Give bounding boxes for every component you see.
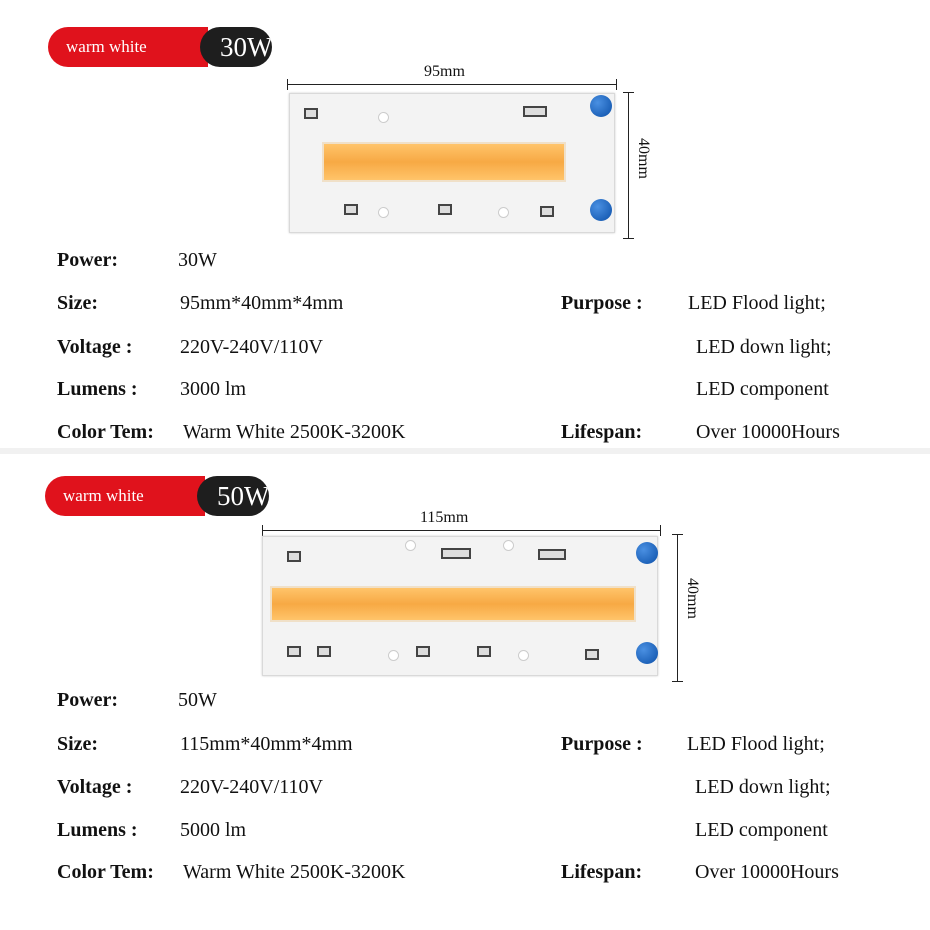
voltage-value: 220V-240V/110V: [180, 776, 323, 798]
smd-pad: [540, 206, 554, 217]
badge-color-label: warm white: [48, 27, 208, 67]
smd-pad: [438, 204, 452, 215]
wattage-badge: [48, 27, 272, 67]
size-value: 95mm*40mm*4mm: [180, 292, 344, 314]
lumens-value: 3000 lm: [180, 378, 247, 400]
power-label: Power:: [57, 249, 119, 271]
width-dimension-label: 115mm: [420, 509, 469, 526]
mount-hole: [378, 207, 389, 218]
width-dimension-tick: [616, 79, 617, 90]
smd-pad: [317, 646, 331, 657]
size-label: Size:: [57, 292, 99, 314]
color-temp-value: Warm White 2500K-3200K: [183, 421, 406, 443]
size-label: Size:: [57, 733, 99, 755]
resistor: [538, 549, 566, 560]
purpose-label: Purpose :: [561, 733, 643, 755]
power-value: 30W: [178, 249, 217, 271]
capacitor: [590, 95, 612, 117]
resistor: [523, 106, 547, 117]
smd-pad: [477, 646, 491, 657]
led-chip-array: [270, 586, 636, 622]
spec-power: [57, 249, 118, 272]
voltage-value: 220V-240V/110V: [180, 336, 323, 358]
spec-section-50w: [0, 450, 930, 900]
purpose-item-2: LED down light;: [696, 336, 832, 358]
mount-hole: [503, 540, 514, 551]
color-temp-value: Warm White 2500K-3200K: [183, 861, 406, 883]
lumens-value: 5000 lm: [180, 819, 247, 841]
height-dimension-label: 40mm: [684, 578, 701, 619]
badge-watt-label: 30W: [200, 27, 272, 67]
lifespan-label: Lifespan:: [561, 861, 643, 883]
voltage-label: Voltage :: [57, 336, 133, 358]
lumens-label: Lumens :: [57, 378, 138, 400]
bridge-rectifier: [441, 548, 471, 559]
lifespan-value: Over 10000Hours: [696, 421, 840, 443]
height-dimension-tick: [672, 534, 683, 535]
height-dimension-tick: [623, 238, 634, 239]
purpose-label: Purpose :: [561, 292, 643, 314]
smd-pad: [287, 646, 301, 657]
power-label: Power:: [57, 689, 119, 711]
led-chip-array: [322, 142, 566, 182]
badge-watt-label: 50W: [197, 476, 269, 516]
lifespan-value: Over 10000Hours: [695, 861, 839, 883]
width-dimension-line: [262, 530, 661, 531]
capacitor: [636, 542, 658, 564]
mount-hole: [378, 112, 389, 123]
smd-pad: [344, 204, 358, 215]
purpose-item-1: LED Flood light;: [687, 733, 825, 755]
height-dimension-line: [677, 534, 678, 682]
badge-color-label: warm white: [45, 476, 205, 516]
width-dimension-tick: [660, 525, 661, 536]
purpose-item-2: LED down light;: [695, 776, 831, 798]
smd-pad: [416, 646, 430, 657]
lifespan-label: Lifespan:: [561, 421, 643, 443]
smd-pad: [304, 108, 318, 119]
mount-hole: [405, 540, 416, 551]
size-value: 115mm*40mm*4mm: [180, 733, 353, 755]
power-value: 50W: [178, 689, 217, 711]
width-dimension-tick: [287, 79, 288, 90]
width-dimension-label: 95mm: [424, 63, 465, 80]
color-temp-label: Color Tem:: [57, 421, 154, 443]
spec-section-30w: [0, 0, 930, 450]
purpose-item-3: LED component: [696, 378, 829, 400]
mount-hole: [388, 650, 399, 661]
purpose-item-3: LED component: [695, 819, 828, 841]
wattage-badge: [45, 476, 269, 516]
height-dimension-tick: [623, 92, 634, 93]
mount-hole: [518, 650, 529, 661]
purpose-item-1: LED Flood light;: [688, 292, 826, 314]
height-dimension-line: [628, 92, 629, 239]
width-dimension-tick: [262, 525, 263, 536]
voltage-label: Voltage :: [57, 776, 133, 798]
width-dimension-line: [287, 84, 617, 85]
color-temp-label: Color Tem:: [57, 861, 154, 883]
height-dimension-label: 40mm: [635, 138, 652, 179]
smd-pad: [585, 649, 599, 660]
mount-hole: [498, 207, 509, 218]
capacitor: [636, 642, 658, 664]
lumens-label: Lumens :: [57, 819, 138, 841]
capacitor: [590, 199, 612, 221]
height-dimension-tick: [672, 681, 683, 682]
smd-pad: [287, 551, 301, 562]
